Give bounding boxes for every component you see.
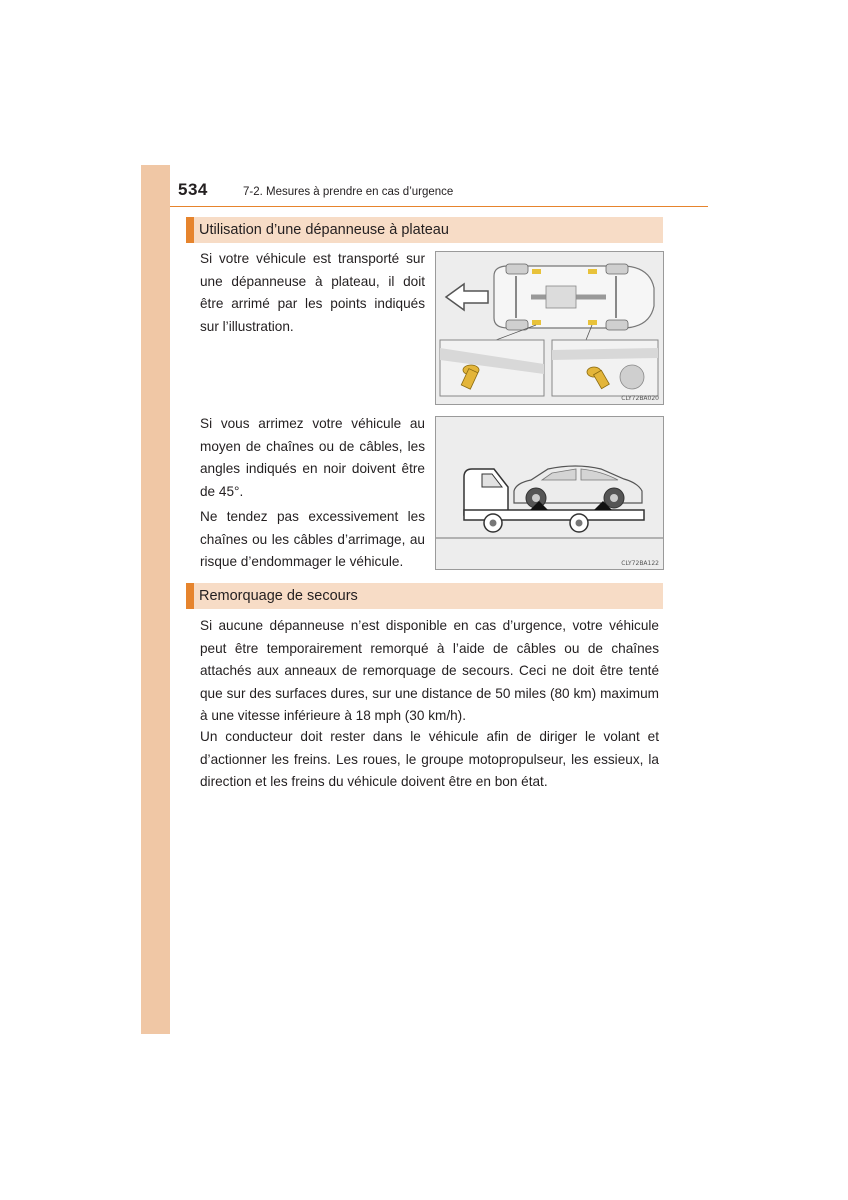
page-number: 534 <box>178 180 208 199</box>
section-heading-emergency-towing: Remorquage de secours <box>186 583 663 609</box>
tie-down-points-figure <box>435 251 664 405</box>
chapter-side-tab <box>141 165 170 1034</box>
paragraph-flatbed-intro: Si votre véhicule est transporté sur une dépanneuse à plateau, il doit être arrimé par les points indiqués sur l’illustration. <box>200 251 425 334</box>
paragraph-tension-warning: Ne tendez pas excessivement les chaînes ou les câbles d’arrimage, au risque d’endommager le véhicule. <box>200 509 425 569</box>
figure-code: CLY72BA020 <box>621 395 659 402</box>
tie-down-points-diagram-icon <box>436 252 663 404</box>
figure-code: CLY72BA122 <box>621 560 659 567</box>
header-rule <box>170 206 708 207</box>
flatbed-truck-figure <box>435 416 664 570</box>
section-heading-flatbed: Utilisation d’une dépanneuse à plateau <box>186 217 663 243</box>
paragraph-chain-angle: Si vous arrimez votre véhicule au moyen de chaînes ou de câbles, les angles indiqués en noir doivent être de 45°. <box>200 416 425 499</box>
paragraph-emergency-towing: Si aucune dépanneuse n’est disponible en cas d’urgence, votre véhicule peut être temporairement remorqué à l’aide de câbles ou de chaînes attachés aux anneaux de remorquage de secours. Ceci ne doit être tenté que sur des surfaces dures, sur une distance de 50 miles (80 km) maximum à une vitesse inférieure à 18 mph (30 km/h). <box>200 618 659 723</box>
flatbed-truck-diagram-icon <box>436 417 663 569</box>
section-path: 7-2. Mesures à prendre en cas d’urgence <box>243 186 454 198</box>
paragraph-driver-requirements: Un conducteur doit rester dans le véhicule afin de diriger le volant et d’actionner les freins. Les roues, le groupe motopropulseur, les essieux, la direction et les freins du véhicule doivent être en bon état. <box>200 729 659 789</box>
